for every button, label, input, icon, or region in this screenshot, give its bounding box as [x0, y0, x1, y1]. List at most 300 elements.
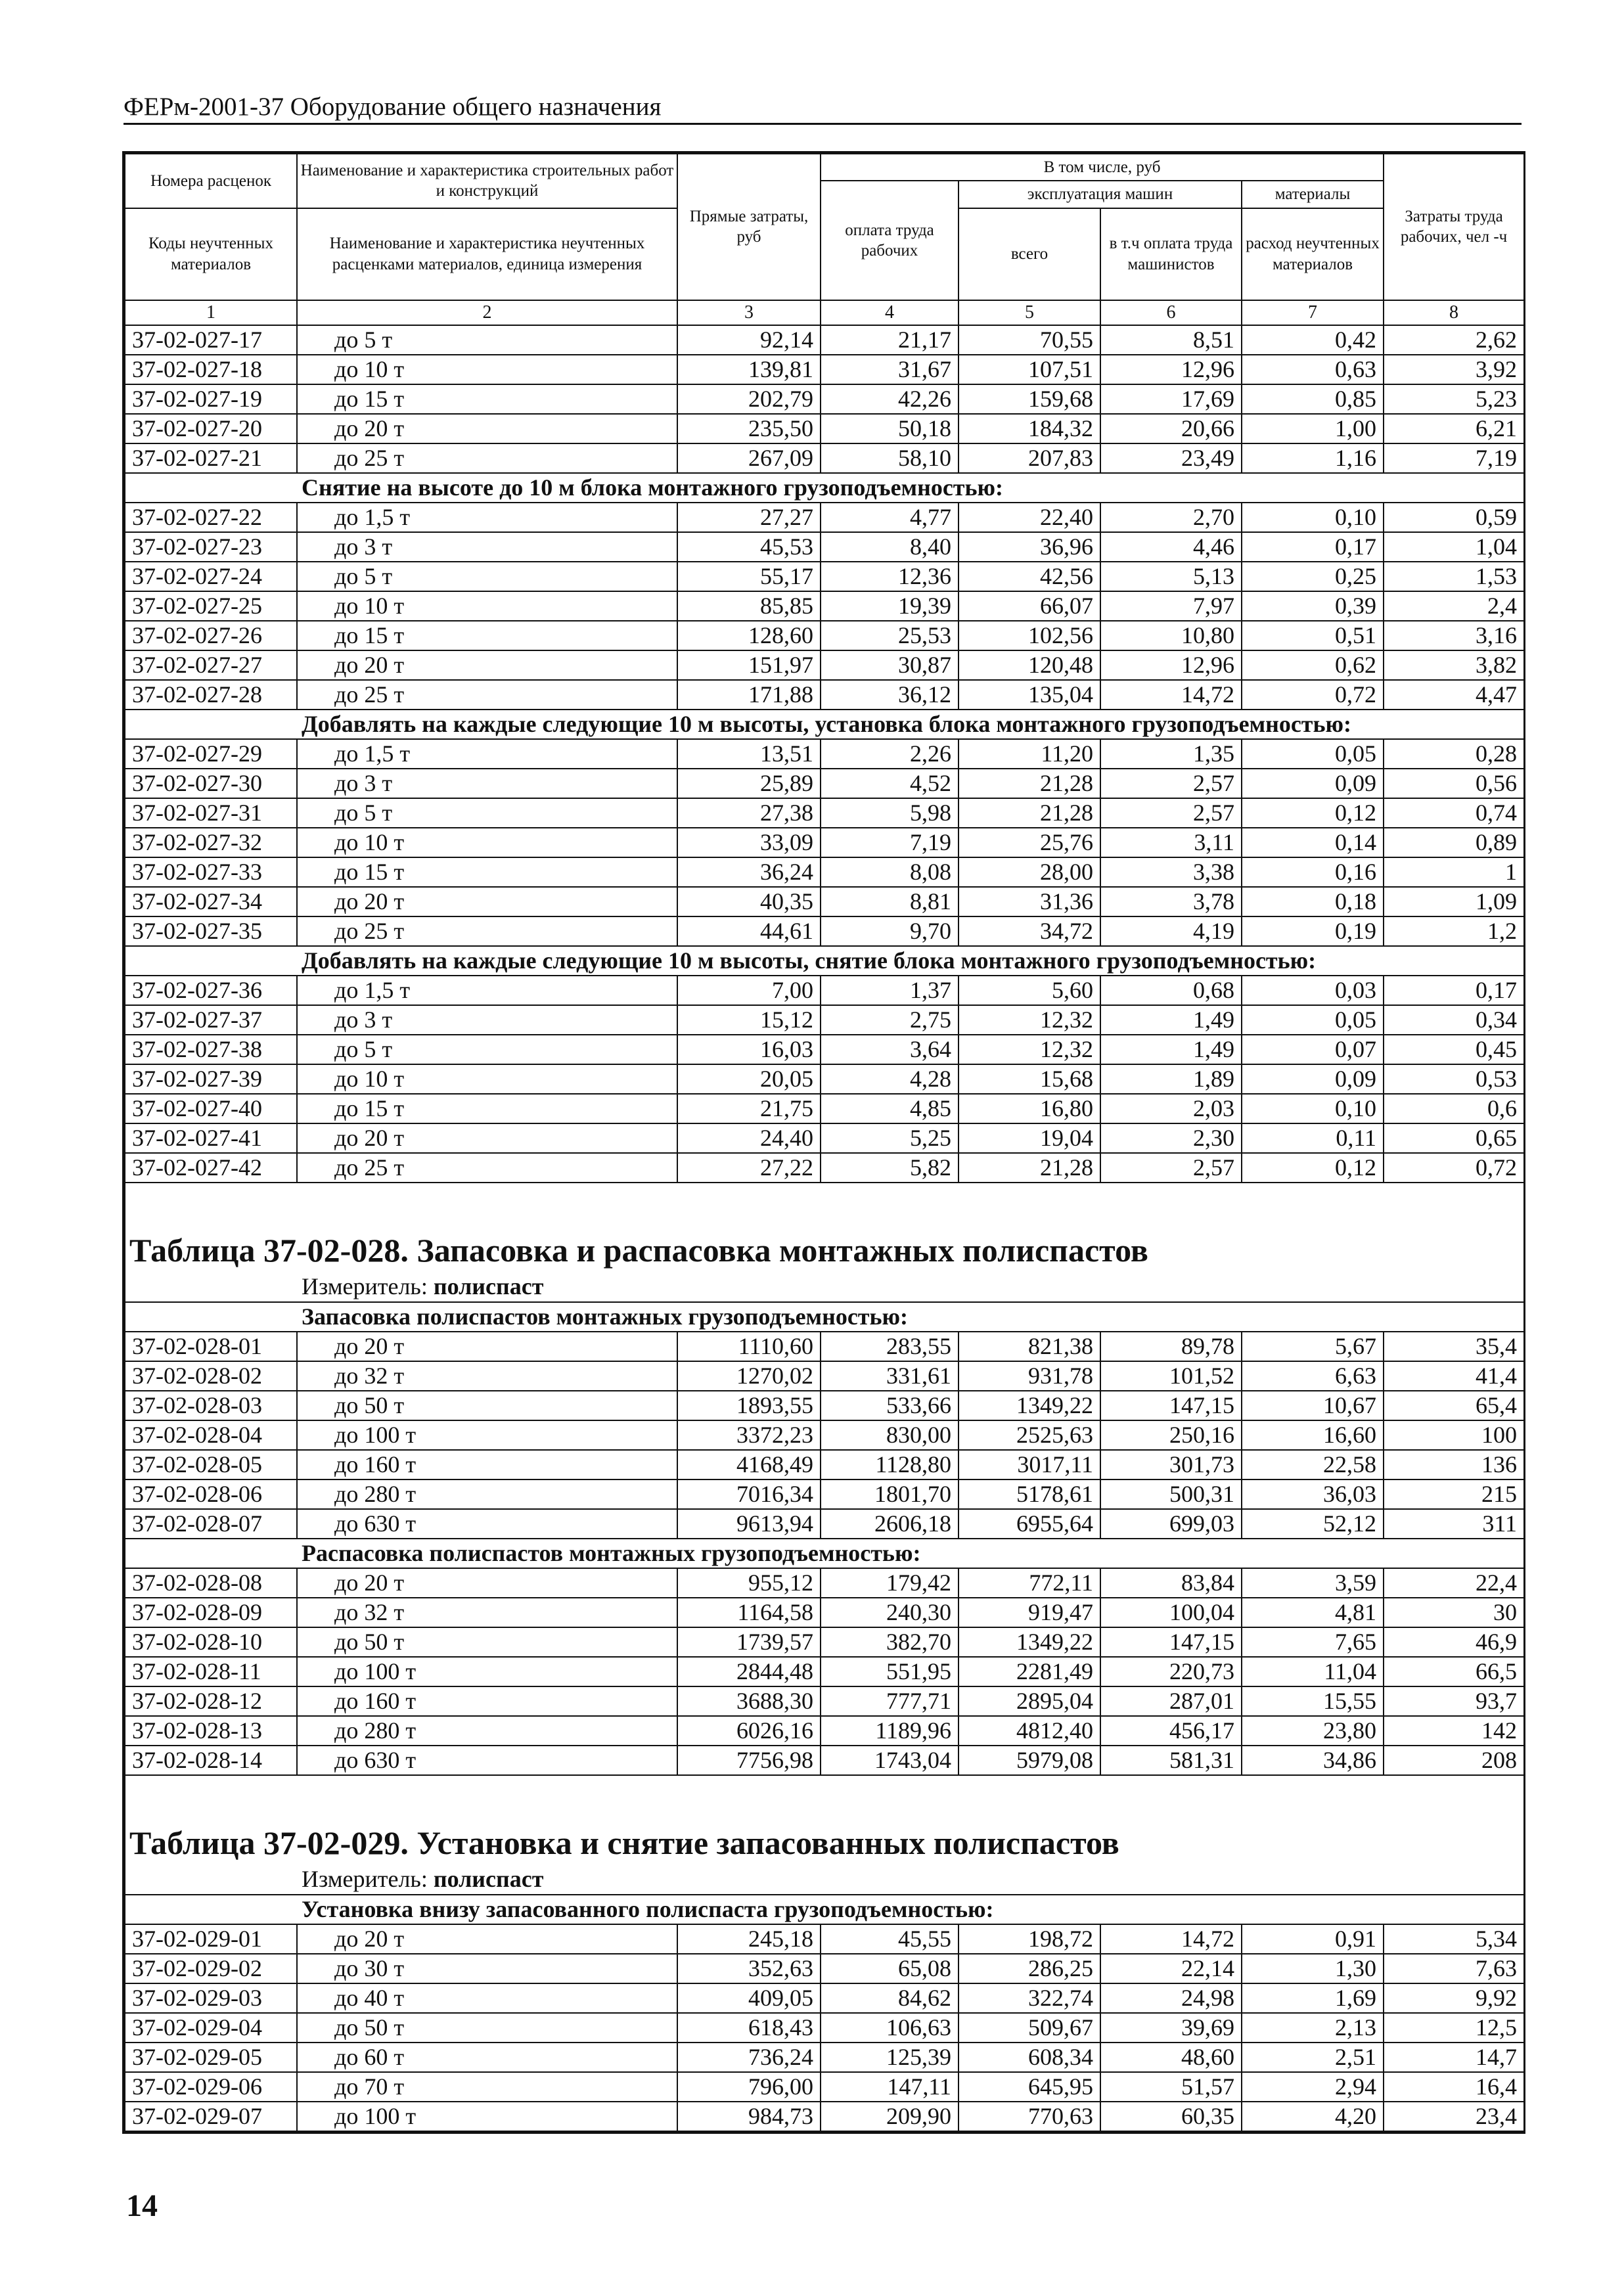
rate-value: 21,28: [959, 769, 1100, 798]
rate-value: 208: [1384, 1746, 1524, 1775]
rate-value: 28,00: [959, 857, 1100, 887]
table-row: [125, 414, 1524, 443]
rate-value: 772,11: [959, 1568, 1100, 1598]
rate-value: 1,16: [1242, 443, 1384, 473]
rate-value: 1270,02: [677, 1361, 821, 1391]
rate-value: 12,5: [1384, 2013, 1524, 2043]
rate-description: до 20 т: [297, 887, 677, 916]
rate-value: 2,03: [1100, 1094, 1242, 1123]
rate-value: 10,67: [1242, 1391, 1384, 1420]
header-c2-bottom: Наименование и характеристика неучтенных расценками материалов, единица измерения: [297, 208, 677, 300]
rate-value: 736,24: [677, 2043, 821, 2072]
rate-code: 37-02-027-17: [125, 325, 297, 355]
table-header: [125, 154, 1524, 325]
rate-value: 202,79: [677, 384, 821, 414]
rate-description: до 20 т: [297, 1332, 677, 1361]
rate-value: 5,34: [1384, 1924, 1524, 1954]
rate-value: 0,09: [1242, 769, 1384, 798]
rate-value: 100,04: [1100, 1598, 1242, 1627]
rate-value: 2,4: [1384, 591, 1524, 621]
rate-value: 0,05: [1242, 1005, 1384, 1035]
rate-value: 139,81: [677, 355, 821, 384]
rate-value: 830,00: [821, 1420, 959, 1450]
rate-value: 44,61: [677, 916, 821, 946]
rate-value: 120,48: [959, 650, 1100, 680]
table-row: [125, 2072, 1524, 2102]
table-row: [125, 1657, 1524, 1686]
rate-value: 23,80: [1242, 1716, 1384, 1746]
rate-value: 179,42: [821, 1568, 959, 1598]
rate-value: 5979,08: [959, 1746, 1100, 1775]
table-row: [125, 1686, 1524, 1716]
rate-value: 36,12: [821, 680, 959, 710]
rate-description: до 3 т: [297, 532, 677, 562]
rate-description: до 630 т: [297, 1509, 677, 1539]
rate-code: 37-02-028-11: [125, 1657, 297, 1686]
rate-value: 21,17: [821, 325, 959, 355]
rate-description: до 15 т: [297, 621, 677, 650]
rate-description: до 20 т: [297, 1568, 677, 1598]
table-row: [125, 1450, 1524, 1479]
rate-value: 198,72: [959, 1924, 1100, 1954]
rate-value: 551,95: [821, 1657, 959, 1686]
rate-value: 55,17: [677, 562, 821, 591]
table-row: [125, 1924, 1524, 1954]
rate-value: 3,78: [1100, 887, 1242, 916]
rate-value: 931,78: [959, 1361, 1100, 1391]
table-title: Таблица 37-02-028. Запасовка и распасовка монтажных полиспастов: [125, 1229, 1524, 1271]
rate-value: 1743,04: [821, 1746, 959, 1775]
rate-code: 37-02-027-36: [125, 976, 297, 1005]
rate-value: 92,14: [677, 325, 821, 355]
col-number: 2: [297, 300, 677, 325]
rate-value: 2,75: [821, 1005, 959, 1035]
rate-value: 5,98: [821, 798, 959, 828]
rate-description: до 5 т: [297, 798, 677, 828]
rate-value: 955,12: [677, 1568, 821, 1598]
table-row: [125, 1983, 1524, 2013]
rate-value: 23,49: [1100, 443, 1242, 473]
rate-value: 322,74: [959, 1983, 1100, 2013]
rate-value: 5,23: [1384, 384, 1524, 414]
rate-description: до 160 т: [297, 1450, 677, 1479]
rate-value: 9,70: [821, 916, 959, 946]
rate-code: 37-02-027-37: [125, 1005, 297, 1035]
rate-value: 5,13: [1100, 562, 1242, 591]
rate-code: 37-02-028-10: [125, 1627, 297, 1657]
rate-value: 6,63: [1242, 1361, 1384, 1391]
rate-value: 0,45: [1384, 1035, 1524, 1064]
rate-value: 0,91: [1242, 1924, 1384, 1954]
rate-description: до 100 т: [297, 2102, 677, 2131]
header-c7: расход неучтенных материалов: [1242, 208, 1384, 300]
rate-value: 0,68: [1100, 976, 1242, 1005]
rate-value: 3,11: [1100, 828, 1242, 857]
rate-value: 11,04: [1242, 1657, 1384, 1686]
rate-value: 0,14: [1242, 828, 1384, 857]
rate-description: до 3 т: [297, 769, 677, 798]
rate-code: 37-02-027-41: [125, 1123, 297, 1153]
section-row: [125, 1302, 1524, 1332]
rate-value: 41,4: [1384, 1361, 1524, 1391]
rate-value: 22,4: [1384, 1568, 1524, 1598]
rate-description: до 100 т: [297, 1420, 677, 1450]
rate-value: 3372,23: [677, 1420, 821, 1450]
rate-value: 83,84: [1100, 1568, 1242, 1598]
rate-value: 12,32: [959, 1005, 1100, 1035]
rate-value: 286,25: [959, 1954, 1100, 1983]
rate-description: до 15 т: [297, 384, 677, 414]
rate-value: 267,09: [677, 443, 821, 473]
measure-label: Измеритель:: [302, 1273, 434, 1299]
rate-code: 37-02-029-02: [125, 1954, 297, 1983]
section-heading: Запасовка полиспастов монтажных грузоподъемностью:: [125, 1302, 1524, 1332]
rate-value: 0,59: [1384, 503, 1524, 532]
header-c2-top: Наименование и характеристика строительных работ и конструкций: [297, 154, 677, 208]
table-row: [125, 1332, 1524, 1361]
rate-value: 352,63: [677, 1954, 821, 1983]
rate-value: 8,81: [821, 887, 959, 916]
rate-description: до 280 т: [297, 1716, 677, 1746]
rate-value: 919,47: [959, 1598, 1100, 1627]
rate-value: 27,38: [677, 798, 821, 828]
col-number: 6: [1100, 300, 1242, 325]
rate-value: 3017,11: [959, 1450, 1100, 1479]
rate-code: 37-02-027-31: [125, 798, 297, 828]
table-row: [125, 1627, 1524, 1657]
rate-value: 2,94: [1242, 2072, 1384, 2102]
rate-value: 22,40: [959, 503, 1100, 532]
rate-value: 15,12: [677, 1005, 821, 1035]
rate-code: 37-02-027-18: [125, 355, 297, 384]
rate-value: 645,95: [959, 2072, 1100, 2102]
rate-value: 1164,58: [677, 1598, 821, 1627]
rate-value: 35,4: [1384, 1332, 1524, 1361]
rate-value: 48,60: [1100, 2043, 1242, 2072]
header-machines: эксплуатация машин: [959, 181, 1242, 208]
rate-value: 184,32: [959, 414, 1100, 443]
table-row: [125, 355, 1524, 384]
rate-code: 37-02-027-21: [125, 443, 297, 473]
rate-description: до 10 т: [297, 828, 677, 857]
rate-value: 14,72: [1100, 680, 1242, 710]
rate-value: 102,56: [959, 621, 1100, 650]
rate-value: 85,85: [677, 591, 821, 621]
rate-code: 37-02-027-42: [125, 1153, 297, 1183]
rate-value: 220,73: [1100, 1657, 1242, 1686]
rate-value: 509,67: [959, 2013, 1100, 2043]
section-row: [125, 710, 1524, 739]
rate-value: 821,38: [959, 1332, 1100, 1361]
rate-value: 2525,63: [959, 1420, 1100, 1450]
col-number: 3: [677, 300, 821, 325]
rate-value: 215: [1384, 1479, 1524, 1509]
rate-value: 19,04: [959, 1123, 1100, 1153]
table-row: [125, 1954, 1524, 1983]
rate-value: 0,10: [1242, 1094, 1384, 1123]
rate-value: 159,68: [959, 384, 1100, 414]
rate-value: 1,2: [1384, 916, 1524, 946]
rate-value: 7,65: [1242, 1627, 1384, 1657]
rate-value: 16,03: [677, 1035, 821, 1064]
rate-value: 7,63: [1384, 1954, 1524, 1983]
header-c3: Прямые затраты, руб: [677, 154, 821, 300]
rate-value: 287,01: [1100, 1686, 1242, 1716]
rate-value: 19,39: [821, 591, 959, 621]
rate-code: 37-02-027-26: [125, 621, 297, 650]
table-gap: [125, 1183, 1524, 1229]
rate-value: 147,15: [1100, 1391, 1242, 1420]
rate-code: 37-02-028-01: [125, 1332, 297, 1361]
rate-value: 4812,40: [959, 1716, 1100, 1746]
table-row: [125, 887, 1524, 916]
rate-value: 0,10: [1242, 503, 1384, 532]
rate-value: 0,39: [1242, 591, 1384, 621]
rate-value: 1349,22: [959, 1391, 1100, 1420]
rate-value: 15,68: [959, 1064, 1100, 1094]
rate-value: 5178,61: [959, 1479, 1100, 1509]
section-row: [125, 946, 1524, 976]
rate-code: 37-02-029-01: [125, 1924, 297, 1954]
rate-value: 240,30: [821, 1598, 959, 1627]
rate-description: до 160 т: [297, 1686, 677, 1716]
rate-code: 37-02-028-03: [125, 1391, 297, 1420]
section-row: [125, 1539, 1524, 1568]
rate-value: 23,4: [1384, 2102, 1524, 2131]
rate-value: 7,19: [821, 828, 959, 857]
rate-value: 151,97: [677, 650, 821, 680]
rate-value: 70,55: [959, 325, 1100, 355]
rate-value: 4,47: [1384, 680, 1524, 710]
rate-value: 0,09: [1242, 1064, 1384, 1094]
rate-value: 0,12: [1242, 798, 1384, 828]
table-row: [125, 828, 1524, 857]
rate-value: 147,11: [821, 2072, 959, 2102]
table-row: [125, 650, 1524, 680]
rate-code: 37-02-029-07: [125, 2102, 297, 2131]
rate-value: 4,52: [821, 769, 959, 798]
rate-value: 36,24: [677, 857, 821, 887]
rate-description: до 10 т: [297, 355, 677, 384]
table-row: [125, 532, 1524, 562]
rate-value: 15,55: [1242, 1686, 1384, 1716]
rate-value: 14,72: [1100, 1924, 1242, 1954]
rate-code: 37-02-028-14: [125, 1746, 297, 1775]
rate-code: 37-02-028-13: [125, 1716, 297, 1746]
table-row: [125, 443, 1524, 473]
rate-value: 31,67: [821, 355, 959, 384]
rate-description: до 3 т: [297, 1005, 677, 1035]
rate-value: 101,52: [1100, 1361, 1242, 1391]
document-frame: [122, 151, 1525, 2134]
table-title-row: [125, 1229, 1524, 1271]
rate-value: 17,69: [1100, 384, 1242, 414]
rate-value: 4,85: [821, 1094, 959, 1123]
rate-value: 984,73: [677, 2102, 821, 2131]
rate-value: 0,19: [1242, 916, 1384, 946]
table-row: [125, 1509, 1524, 1539]
rate-value: 20,05: [677, 1064, 821, 1094]
rate-value: 12,96: [1100, 355, 1242, 384]
table-row: [125, 1064, 1524, 1094]
rate-code: 37-02-028-09: [125, 1598, 297, 1627]
rate-value: 2,70: [1100, 503, 1242, 532]
rate-value: 7016,34: [677, 1479, 821, 1509]
rate-value: 1,35: [1100, 739, 1242, 769]
rate-value: 6,21: [1384, 414, 1524, 443]
rate-value: 128,60: [677, 621, 821, 650]
rate-value: 1: [1384, 857, 1524, 887]
rate-value: 0,42: [1242, 325, 1384, 355]
rate-value: 12,96: [1100, 650, 1242, 680]
section-row: [125, 1895, 1524, 1924]
table-row: [125, 2013, 1524, 2043]
rate-value: 500,31: [1100, 1479, 1242, 1509]
rate-value: 0,6: [1384, 1094, 1524, 1123]
rate-value: 235,50: [677, 414, 821, 443]
rate-value: 0,72: [1384, 1153, 1524, 1183]
rate-value: 66,5: [1384, 1657, 1524, 1686]
section-heading: Установка внизу запасованного полиспаста грузоподъемностью:: [125, 1895, 1524, 1924]
rate-description: до 50 т: [297, 1391, 677, 1420]
rate-value: 796,00: [677, 2072, 821, 2102]
rate-value: 245,18: [677, 1924, 821, 1954]
table-row: [125, 384, 1524, 414]
rate-value: 0,18: [1242, 887, 1384, 916]
rate-value: 0,62: [1242, 650, 1384, 680]
rate-value: 6026,16: [677, 1716, 821, 1746]
rate-value: 16,60: [1242, 1420, 1384, 1450]
rate-value: 0,17: [1242, 532, 1384, 562]
rate-value: 24,40: [677, 1123, 821, 1153]
rate-value: 770,63: [959, 2102, 1100, 2131]
rate-value: 0,85: [1242, 384, 1384, 414]
rate-value: 581,31: [1100, 1746, 1242, 1775]
table-body: [125, 325, 1524, 2131]
table-row: [125, 1716, 1524, 1746]
rate-value: 22,58: [1242, 1450, 1384, 1479]
rate-code: 37-02-027-28: [125, 680, 297, 710]
rate-value: 3,92: [1384, 355, 1524, 384]
section-heading: Добавлять на каждые следующие 10 м высоты, снятие блока монтажного грузоподъемностью:: [125, 946, 1524, 976]
rate-value: 699,03: [1100, 1509, 1242, 1539]
table-row: [125, 591, 1524, 621]
header-c1-top: Номера расценок: [125, 154, 297, 208]
table-row: [125, 1035, 1524, 1064]
rate-description: до 15 т: [297, 857, 677, 887]
rate-value: 5,25: [821, 1123, 959, 1153]
rate-code: 37-02-027-34: [125, 887, 297, 916]
rate-value: 30,87: [821, 650, 959, 680]
rate-value: 209,90: [821, 2102, 959, 2131]
table-row: [125, 916, 1524, 946]
rate-value: 24,98: [1100, 1983, 1242, 2013]
rate-value: 618,43: [677, 2013, 821, 2043]
rate-description: до 10 т: [297, 591, 677, 621]
rate-value: 0,63: [1242, 355, 1384, 384]
rate-value: 5,67: [1242, 1332, 1384, 1361]
table-row: [125, 503, 1524, 532]
rate-code: 37-02-027-25: [125, 591, 297, 621]
rate-value: 2606,18: [821, 1509, 959, 1539]
rate-value: 0,72: [1242, 680, 1384, 710]
rate-value: 409,05: [677, 1983, 821, 2013]
table-row: [125, 680, 1524, 710]
rate-value: 0,34: [1384, 1005, 1524, 1035]
rate-description: до 630 т: [297, 1746, 677, 1775]
col-number: 4: [821, 300, 959, 325]
measure-row: [125, 1864, 1524, 1895]
rate-value: 39,69: [1100, 2013, 1242, 2043]
section-heading: Распасовка полиспастов монтажных грузоподъемностью:: [125, 1539, 1524, 1568]
rate-value: 107,51: [959, 355, 1100, 384]
rate-description: до 70 т: [297, 2072, 677, 2102]
rate-code: 37-02-027-32: [125, 828, 297, 857]
rate-description: до 20 т: [297, 1123, 677, 1153]
rate-value: 777,71: [821, 1686, 959, 1716]
table-row: [125, 1123, 1524, 1153]
rate-value: 1739,57: [677, 1627, 821, 1657]
rate-code: 37-02-027-40: [125, 1094, 297, 1123]
rate-description: до 50 т: [297, 1627, 677, 1657]
rate-code: 37-02-027-20: [125, 414, 297, 443]
rate-value: 52,12: [1242, 1509, 1384, 1539]
rate-value: 533,66: [821, 1391, 959, 1420]
section-heading: Добавлять на каждые следующие 10 м высоты, установка блока монтажного грузоподъемностью:: [125, 710, 1524, 739]
table-row: [125, 1568, 1524, 1598]
rate-code: 37-02-027-29: [125, 739, 297, 769]
rate-value: 42,26: [821, 384, 959, 414]
rate-value: 21,75: [677, 1094, 821, 1123]
rate-value: 3,38: [1100, 857, 1242, 887]
table-row: [125, 798, 1524, 828]
rate-value: 50,18: [821, 414, 959, 443]
rate-value: 9,92: [1384, 1983, 1524, 2013]
rate-value: 9613,94: [677, 1509, 821, 1539]
rate-value: 456,17: [1100, 1716, 1242, 1746]
rate-code: 37-02-027-24: [125, 562, 297, 591]
measure-unit: [125, 1271, 1524, 1302]
rate-value: 11,20: [959, 739, 1100, 769]
header-materials: материалы: [1242, 181, 1384, 208]
table-row: [125, 325, 1524, 355]
rate-value: 1349,22: [959, 1627, 1100, 1657]
rate-code: 37-02-027-39: [125, 1064, 297, 1094]
rate-value: 7756,98: [677, 1746, 821, 1775]
rate-value: 8,51: [1100, 325, 1242, 355]
rate-value: 382,70: [821, 1627, 959, 1657]
rate-value: 2844,48: [677, 1657, 821, 1686]
col-number: 5: [959, 300, 1100, 325]
rate-value: 10,80: [1100, 621, 1242, 650]
rate-value: 0,12: [1242, 1153, 1384, 1183]
table-row: [125, 621, 1524, 650]
rate-code: 37-02-028-08: [125, 1568, 297, 1598]
rate-value: 25,89: [677, 769, 821, 798]
rate-description: до 50 т: [297, 2013, 677, 2043]
rate-value: 4,19: [1100, 916, 1242, 946]
header-group: В том числе, руб: [821, 154, 1384, 181]
rate-value: 3688,30: [677, 1686, 821, 1716]
rate-description: до 20 т: [297, 1924, 677, 1954]
rate-value: 60,35: [1100, 2102, 1242, 2131]
rate-value: 27,27: [677, 503, 821, 532]
rate-value: 40,35: [677, 887, 821, 916]
rate-description: до 25 т: [297, 443, 677, 473]
rate-value: 5,82: [821, 1153, 959, 1183]
rate-description: до 15 т: [297, 1094, 677, 1123]
rate-value: 89,78: [1100, 1332, 1242, 1361]
